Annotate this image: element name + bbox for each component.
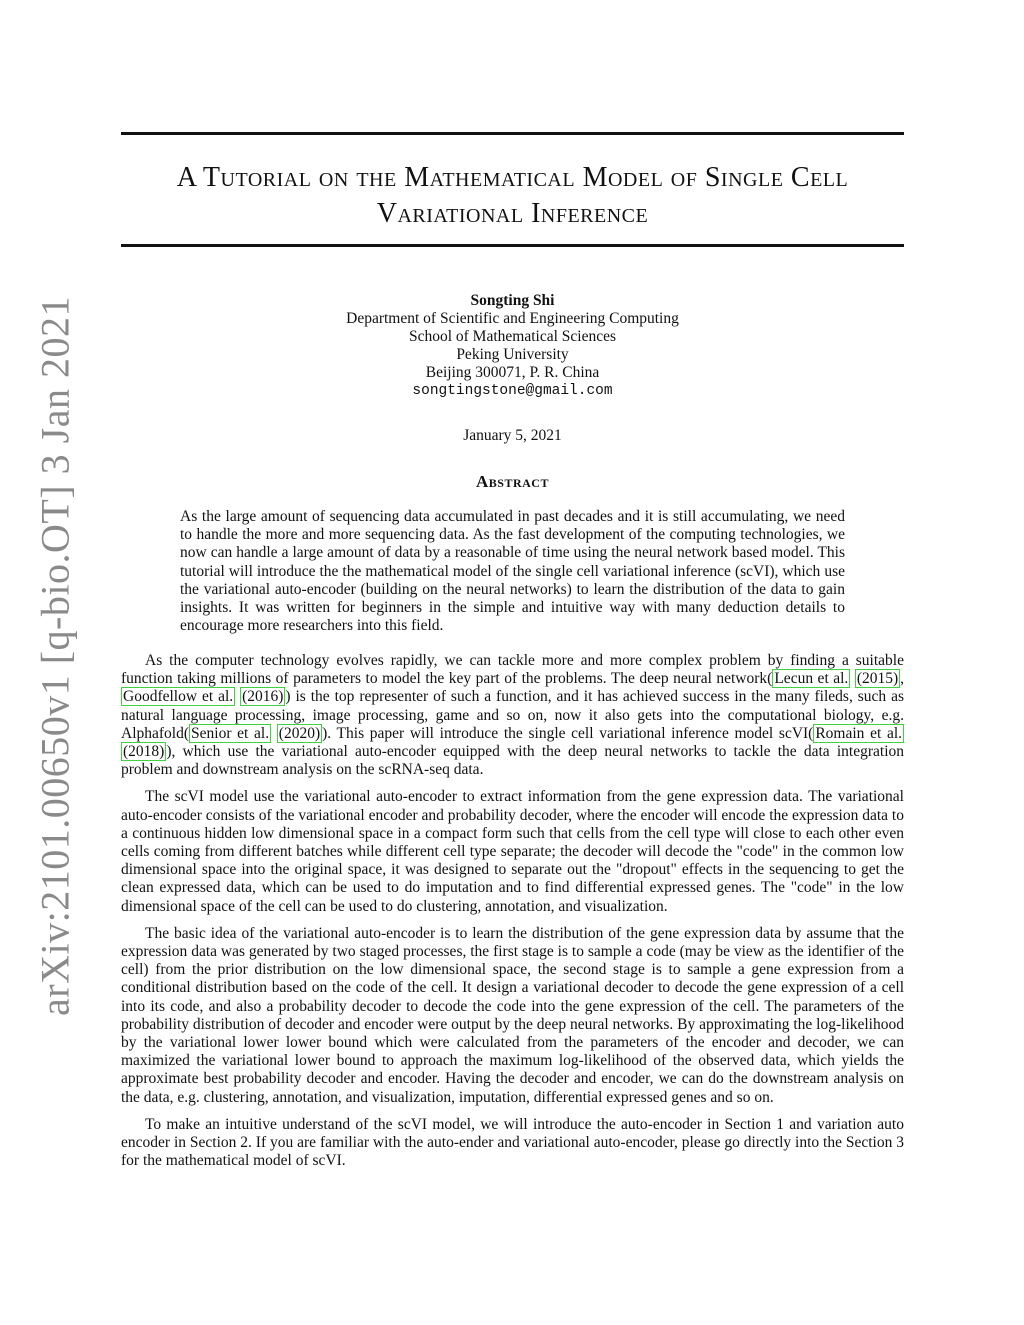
abstract-heading: Abstract bbox=[476, 472, 549, 491]
title-bottom-rule bbox=[121, 244, 904, 247]
author-email[interactable]: songtingstone@gmail.com bbox=[412, 383, 613, 399]
title-top-rule bbox=[121, 132, 904, 135]
arxiv-identifier: arXiv:2101.00650v1 [q-bio.OT] 3 Jan 2021 bbox=[32, 296, 78, 1016]
author-university: Peking University bbox=[456, 346, 569, 363]
paper-title: A Tutorial on the Mathematical Model of Single Cell Variational Inference bbox=[176, 162, 849, 229]
body-text bbox=[121, 652, 904, 1179]
paragraph-3: The basic idea of the variational auto-encoder is to learn the distribution of the gene expression data by assume that the expression data was generated by two staged processes, the first stage is to sample a code (may be view as the identifier of the cell) from the prior distribution on the low dimensional space, the second stage is to sample a gene expression from a conditional distribution based on the code of the cell. It design a variational decoder to decode the gene expression of a cell into its code, and also a probability decoder to decode the code into the gene expression of the cell. The parameters of the probability distribution of decoder and encoder were output by the deep neural networks. By approximating the log-likelihood by the variational lower lower bound which were calculated from the parameters of the encoder and decoder, we can maximized the variational lower bound to approach the maximum log-likelihood of the observed data, which yields the approximate best probability decoder and encoder. Having the decoder and encoder, we can do the downstream analysis on the data, e.g. clustering, annotation, and visualization, imputation, differential expressed genes and so on. bbox=[121, 924, 904, 1106]
author-address: Beijing 300071, P. R. China bbox=[425, 364, 600, 381]
paragraph-1: As the computer technology evolves rapidly, we can tackle more and more complex problem by finding a suitable function taking millions of parameters to model the key part of the problems. The deep neural network( Lecun et al. (2015) , Goodfellow et al. (2016) ) is the top representer of such a function, and it has achieved success in the many fileds, such as natural language processing, image processing, game and so on, now it also gets into the computational biology, e.g. Alphafold( Senior et al. (2020) ). This paper will introduce the single cell variational inference model scVI( Romain et al. (2018) ), which use the variational auto-encoder equipped with the deep neural networks to tackle the data integration problem and downstream analysis on the scRNA-seq data. bbox=[121, 652, 905, 779]
citation-link[interactable]: Goodfellow et al. bbox=[123, 688, 234, 706]
citation-link[interactable]: (2016) bbox=[242, 688, 284, 706]
author-department: Department of Scientific and Engineering Computing bbox=[346, 310, 679, 327]
citation-link[interactable]: (2015) bbox=[856, 670, 899, 688]
abstract-text: As the large amount of sequencing data accumulated in past decades and it is still accumulating, we need to handle the more and more sequencing data. As the fast development of the computing technologies, we now can handle a large amount of data by a reasonable of time using the neural network based model. This tutorial will introduce the the mathematical model of the single cell variational inference (scVI), which use the variational auto-encoder (building on the neural networks) to learn the distribution of the data to gain insights. It was written for beginners in the simple and intuitive way with many deduction details to encourage more researchers into this field. bbox=[180, 508, 845, 635]
citation-link[interactable]: Lecun et al. bbox=[774, 670, 849, 688]
author-school: School of Mathematical Sciences bbox=[408, 328, 617, 345]
paragraph-2: The scVI model use the variational auto-encoder to extract information from the gene expression data. The variational auto-encoder consists of the variational encoder and probability decoder, where the encoder will encode the expression data to a continuous hidden low dimensional space in a compact form such that cells from the cell type will close to each other even cells coming from different batches while different cell type separate; the decoder will decode the "code" in the common low dimensional space into the original space, it was designed to separate out the "dropout" effects in the sequencing to get the clean expressed data, which can be used to do imputation and to find differential expressed genes. The "code" in the low dimensional space of the cell can be used to do clustering, annotation, and visualization. bbox=[121, 788, 904, 915]
author-block bbox=[121, 292, 904, 400]
citation-link[interactable]: Senior et al. bbox=[191, 724, 270, 742]
citation-link[interactable]: (2018) bbox=[123, 743, 165, 761]
citation-link[interactable]: (2020) bbox=[278, 724, 321, 742]
paragraph-4: To make an intuitive understand of the scVI model, we will introduce the auto-encoder in Section 1 and variation auto encoder in Section 2. If you are familiar with the auto-ender and variational auto-encoder, please go directly into the Section 3 for the mathematical model of scVI. bbox=[121, 1115, 904, 1170]
paper-date: January 5, 2021 bbox=[463, 427, 562, 444]
author-name: Songting Shi bbox=[470, 292, 555, 309]
citation-link[interactable]: Romain et al. bbox=[815, 724, 903, 742]
